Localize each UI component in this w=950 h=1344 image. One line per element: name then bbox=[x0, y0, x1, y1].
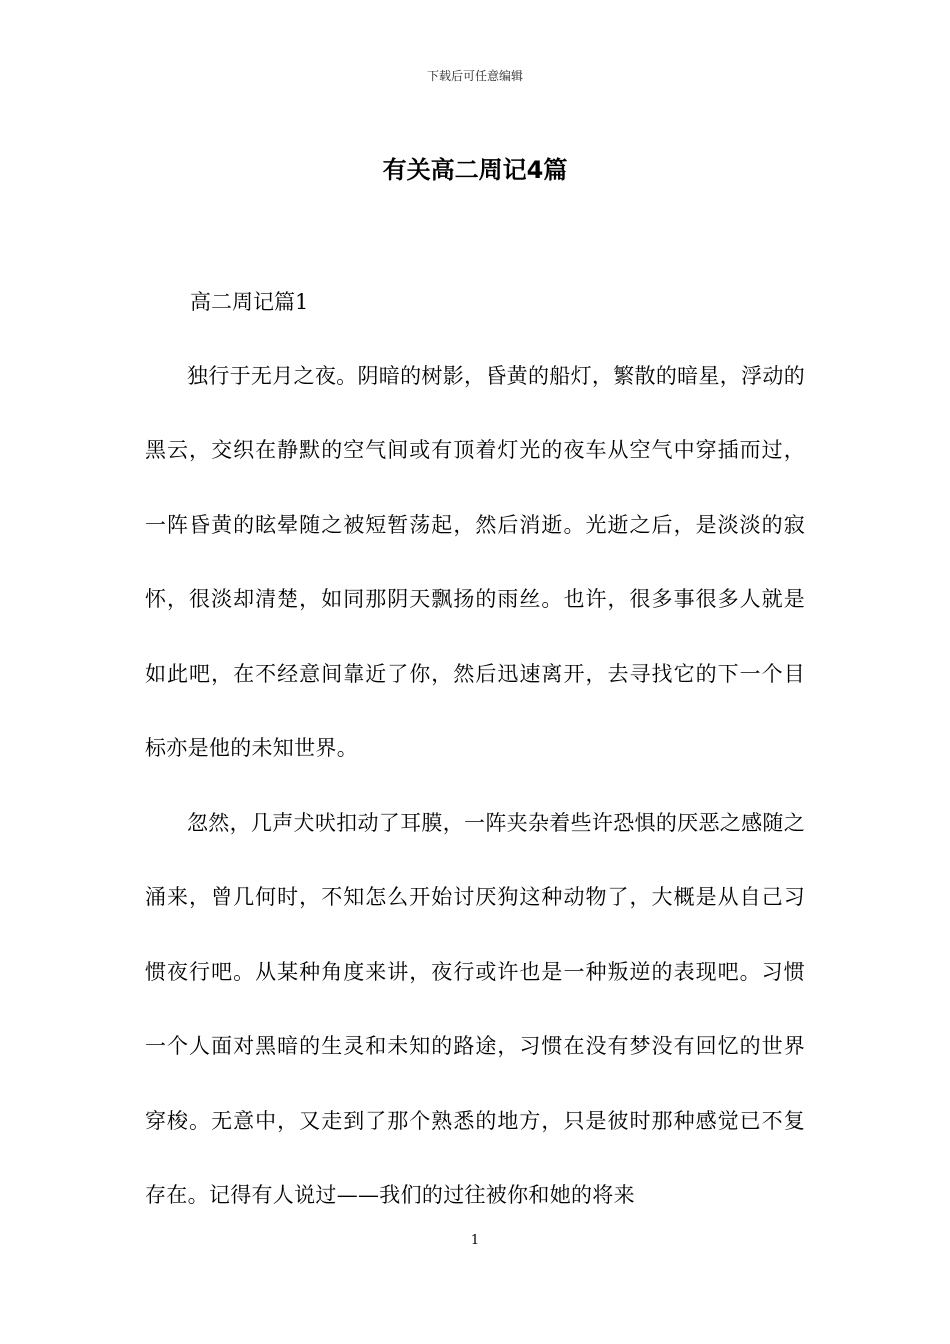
body-paragraph: 独行于无月之夜。阴暗的树影，昏黄的船灯，繁散的暗星，浮动的黑云，交织在静默的空气间或有顶着灯光的夜车从空气中穿插而过，一阵昏黄的眩晕随之被短暂荡起，然后消逝。光逝之后，是淡淡的寂怀，很淡却清楚，如同那阴天飘扬的雨丝。也许，很多事很多人就是如此吧，在不经意间靠近了你，然后迅速离开，去寻找它的下一个目标亦是他的未知世界。 bbox=[145, 364, 805, 761]
page-number: 1 bbox=[470, 1233, 480, 1248]
document-title: 有关高二周记4篇 bbox=[382, 156, 568, 184]
section-heading: 高二周记篇1 bbox=[190, 290, 309, 314]
header-note: 下载后可任意编辑 bbox=[426, 69, 523, 83]
body-paragraph: 忽然，几声犬吠扣动了耳膜，一阵夹杂着些许恐惧的厌恶之感随之涌来，曾几何时，不知怎么开始讨厌狗这种动物了，大概是从自己习惯夜行吧。从某种角度来讲，夜行或许也是一种叛逆的表现吧。习惯一个人面对黑暗的生灵和未知的路途，习惯在没有梦没有回忆的世界穿梭。无意中，又走到了那个熟悉的地方，只是彼时那种感觉已不复存在。记得有人说过——我们的过往被你和她的将来 bbox=[145, 811, 805, 1208]
